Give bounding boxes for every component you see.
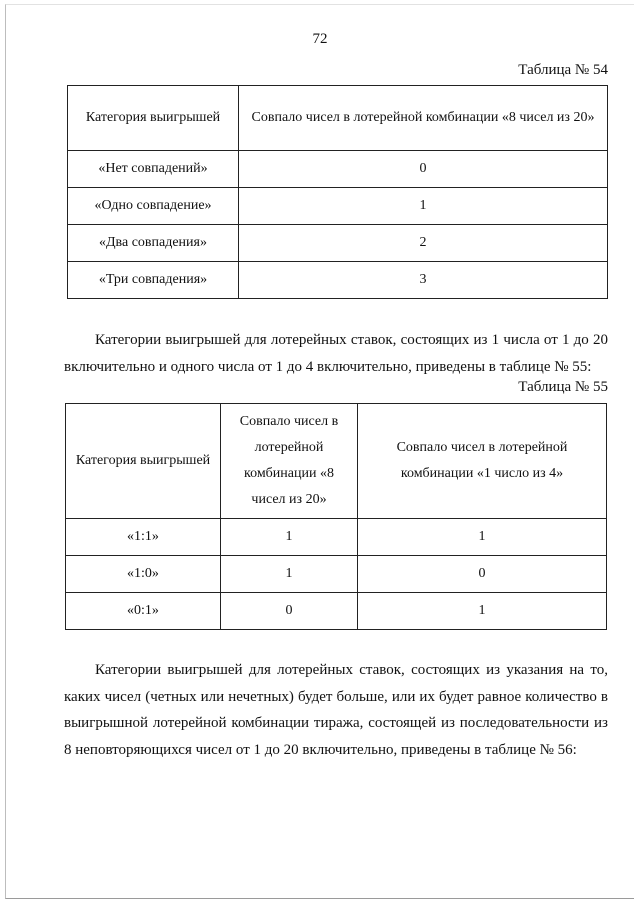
cell-matched-1-of-4: 0 bbox=[358, 556, 607, 593]
table-54-caption: Таблица № 54 bbox=[518, 62, 608, 78]
table-row bbox=[68, 225, 608, 262]
table-54 bbox=[67, 85, 608, 299]
cell-matched-8-of-20: 0 bbox=[221, 593, 358, 630]
cell-matched-1-of-4: 1 bbox=[358, 593, 607, 630]
header-cell-category: Категория выигрышей bbox=[68, 86, 239, 151]
table-row bbox=[66, 556, 607, 593]
table-row bbox=[66, 519, 607, 556]
cell-matched-1-of-4: 1 bbox=[358, 519, 607, 556]
cell-category: «1:0» bbox=[66, 556, 221, 593]
cell-matched: 1 bbox=[239, 188, 608, 225]
table-row bbox=[66, 593, 607, 630]
paragraph-table-55-intro: Категории выигрышей для лотерейных ставок, состоящих из 1 числа от 1 до 20 включительно и одного числа от 1 до 4 включительно, приведены в таблице № 55: bbox=[64, 332, 608, 375]
cell-category: «Три совпадения» bbox=[68, 262, 239, 299]
cell-matched-8-of-20: 1 bbox=[221, 519, 358, 556]
table-row bbox=[68, 262, 608, 299]
header-cell-matched-1-of-4: Совпало чисел в лотерейной комбинации «1 число из 4» bbox=[358, 404, 607, 519]
table-header-row bbox=[66, 404, 607, 519]
table-header-row bbox=[68, 86, 608, 151]
header-cell-matched: Совпало чисел в лотерейной комбинации «8 чисел из 20» bbox=[239, 86, 608, 151]
cell-category: «Одно совпадение» bbox=[68, 188, 239, 225]
page-number: 72 bbox=[312, 31, 328, 47]
cell-category: «Нет совпадений» bbox=[68, 151, 239, 188]
cell-matched: 0 bbox=[239, 151, 608, 188]
header-cell-category: Категория выигрышей bbox=[66, 404, 221, 519]
header-cell-matched-8-of-20: Совпало чисел в лотерейной комбинации «8 чисел из 20» bbox=[221, 404, 358, 519]
paragraph-table-56-intro: Категории выигрышей для лотерейных ставок, состоящих из указания на то, каких чисел (четных или нечетных) будет больше, или их будет равное количество в выигрышной лотерейной комбинации тиража, состоящей из последовательности из 8 неповторяющихся чисел от 1 до 20 включительно, приведены в таблице № 56: bbox=[64, 662, 608, 758]
table-row bbox=[68, 151, 608, 188]
cell-category: «Два совпадения» bbox=[68, 225, 239, 262]
cell-category: «1:1» bbox=[66, 519, 221, 556]
cell-matched-8-of-20: 1 bbox=[221, 556, 358, 593]
cell-category: «0:1» bbox=[66, 593, 221, 630]
table-55-caption: Таблица № 55 bbox=[518, 379, 608, 395]
table-row bbox=[68, 188, 608, 225]
cell-matched: 2 bbox=[239, 225, 608, 262]
cell-matched: 3 bbox=[239, 262, 608, 299]
table-55 bbox=[65, 403, 607, 630]
